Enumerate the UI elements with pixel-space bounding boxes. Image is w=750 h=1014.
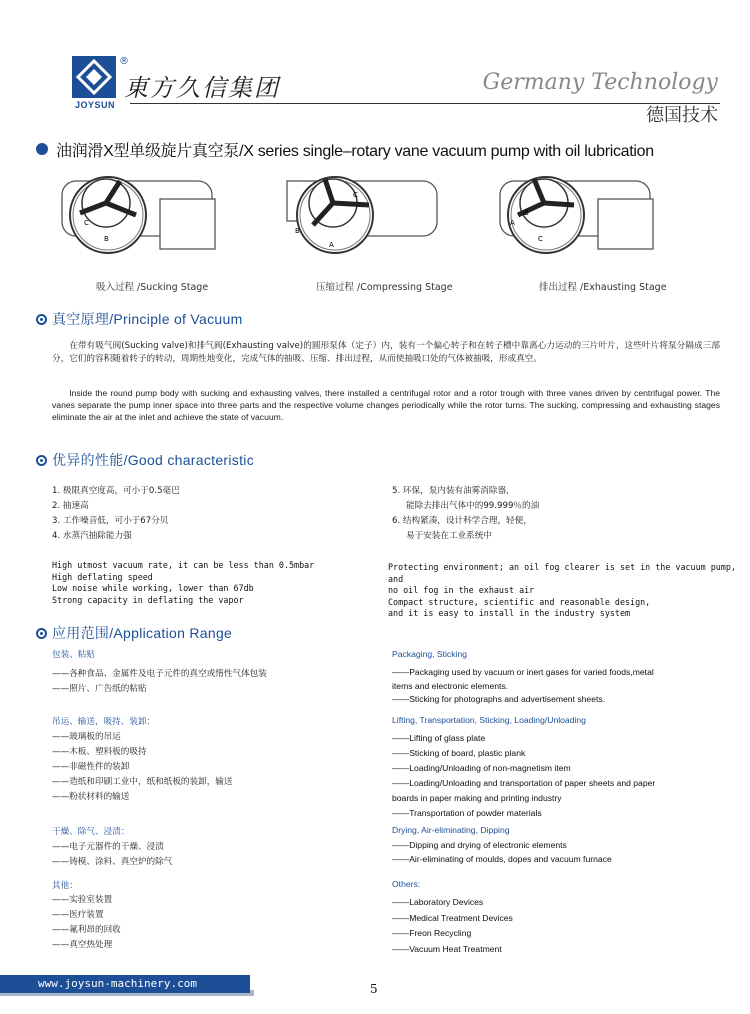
header-divider — [130, 103, 720, 104]
svg-text:B: B — [524, 209, 529, 217]
list-item: boards in paper making and printing industry — [392, 793, 562, 803]
list-item: ——Loading/Unloading and transportation of paper sheets and paper — [392, 778, 656, 788]
list-item: High utmost vacuum rate, it can be less than 0.5mbar — [52, 560, 315, 570]
list-item: 2. 抽速高 — [52, 501, 89, 511]
stage-label-sucking: 吸入过程 /Sucking Stage — [96, 282, 209, 293]
stage-label-exhausting: 排出过程 /Exhausting Stage — [539, 282, 667, 293]
app-group-title-cn: 其他： — [52, 881, 78, 891]
list-item: ——Laboratory Devices — [392, 897, 484, 907]
list-item: items and electronic elements. — [392, 680, 509, 691]
list-item: Low noise while working, lower than 67db — [52, 583, 254, 593]
list-item: 1. 极限真空度高，可小于0.5毫巴 — [52, 486, 180, 496]
section-heading-application: 应用范围/Application Range — [36, 623, 232, 643]
list-item: ——铸模、涂料、真空炉的除气 — [52, 857, 173, 867]
app-group-list-en — [392, 895, 722, 957]
joysun-logo-icon — [72, 56, 116, 98]
list-item: ——Transportation of powder materials — [392, 808, 542, 818]
app-group-list-en — [392, 666, 722, 707]
list-item: ——非磁性件的装卸 — [52, 762, 130, 772]
list-item: High deflating speed — [52, 571, 153, 582]
stage-compressing-diagram — [285, 175, 445, 270]
list-item: ——Packaging used by vacuum or inert gases for varied foods,metal — [392, 667, 654, 677]
list-item: ——Sticking for photographs and advertisement sheets. — [392, 694, 606, 704]
svg-text:C: C — [538, 235, 543, 243]
app-group-title-en: Others: — [392, 879, 421, 889]
svg-text:C: C — [84, 219, 89, 227]
app-group-list-cn — [52, 840, 172, 870]
list-item: ——Freon Recycling — [392, 928, 472, 938]
page-title: 油润滑X型单级旋片真空泵/X series single–rotary vane vacuum pump with oil lubrication — [56, 143, 654, 160]
list-item: ——实验室装置 — [52, 895, 113, 905]
list-item: no oil fog in the exhaust air — [388, 585, 535, 595]
app-group-title-cn: 干燥、除气、浸渍： — [52, 827, 130, 837]
registered-mark: ® — [119, 56, 129, 67]
list-item: ——氟利昂的回收 — [52, 925, 121, 935]
list-item: 6. 结构紧凑，设计科学合理，轻便， — [392, 516, 532, 526]
list-item: 5. 环保，泵内装有油雾消除器， — [392, 486, 515, 496]
characteristic-list-cn-right — [392, 484, 539, 544]
list-item: ——玻璃板的吊运 — [52, 732, 121, 742]
list-item: ——Dipping and drying of electronic elements — [392, 840, 567, 850]
principle-text-en: Inside the round pump body with sucking and exhausting valves, there installed a centrifugal rotor and a rotor trough with three vanes driven by centrifugal power. The vanes separate the pump inner space into three parts and the respective volume changes periodically while the rotor turns. The sucking, compressing and exhausting stages eliminate the air at the inlet and achieve the state of vacuum. — [52, 388, 720, 422]
stage-sucking-diagram — [60, 175, 220, 270]
logo-text: JOYSUN — [74, 100, 115, 110]
principle-text-cn: 在带有吸气阀(Sucking valve)和排气阀(Exhausting valve)的圆形泵体（定子）内，装有一个偏心转子和在转子槽中靠离心力运动的三片叶片，这些叶片将泵分隔成三部分，它们的容积随着转子的转动，周期性地变化，完成气体的抽吸、压缩、排出过程，从而使抽吸口处的气体被抽吸，形成真空。 — [52, 341, 720, 364]
section-heading-characteristic: 优异的性能/Good characteristic — [36, 450, 254, 470]
title-bullet-icon — [36, 143, 48, 155]
tagline-en: Germany Technology — [482, 70, 718, 95]
characteristic-list-en-right — [388, 562, 750, 620]
list-item: ——Lifting of glass plate — [392, 733, 486, 743]
section-heading-principle: 真空原理/Principle of Vacuum — [36, 309, 243, 329]
stage-label-compressing: 压缩过程 /Compressing Stage — [316, 282, 453, 293]
list-item: ——照片、广告纸的粘贴 — [52, 684, 147, 694]
svg-text:B: B — [295, 227, 300, 235]
website-link[interactable]: www.joysun-machinery.com — [38, 977, 197, 990]
list-item: ——木板、塑料板的吸持 — [52, 747, 147, 757]
characteristic-list-cn-left — [52, 484, 180, 544]
list-item: ——Vacuum Heat Treatment — [392, 943, 502, 954]
list-item: Strong capacity in deflating the vapor — [52, 594, 244, 605]
section-ring-icon — [36, 314, 47, 325]
app-group-title-en: Drying, Air-eliminating, Dipping — [392, 825, 510, 835]
app-group-list-en — [392, 731, 722, 821]
list-item: ——造纸和印刷工业中，纸和纸板的装卸，输送 — [52, 777, 233, 787]
list-item: ——Medical Treatment Devices — [392, 912, 513, 923]
svg-text:B: B — [104, 235, 109, 243]
list-item: ——医疗装置 — [52, 910, 104, 920]
tagline-cn: 德国技术 — [646, 105, 718, 126]
list-item: ——粉状材料的输送 — [52, 792, 130, 802]
list-item: ——Sticking of board, plastic plank — [392, 748, 526, 758]
characteristic-list-en-left — [52, 560, 314, 606]
list-item: 4. 水蒸汽抽除能力强 — [52, 531, 132, 541]
list-item: ——Air-eliminating of moulds, dopes and vacuum furnace — [392, 853, 612, 864]
app-group-title-en: Packaging, Sticking — [392, 649, 467, 659]
list-item: and it is easy to install in the industry system — [388, 608, 631, 618]
company-name-cn: 東方久信集团 — [124, 74, 280, 102]
svg-text:A: A — [510, 219, 515, 227]
list-item: Compact structure, scientific and reasonable design, — [388, 596, 651, 607]
app-group-list-cn — [52, 893, 121, 953]
list-item: ——电子元器件的干燥、浸渍 — [52, 842, 164, 852]
list-item: 能除去排出气体中的99.999％的油 — [406, 501, 540, 511]
app-group-list-cn — [52, 730, 232, 805]
list-item: 3. 工作噪音低，可小于67分贝 — [52, 516, 169, 526]
page-number: 5 — [370, 982, 378, 996]
svg-text:C: C — [353, 191, 358, 199]
list-item: ——真空热处理 — [52, 940, 113, 950]
list-item: Protecting environment; an oil fog clearer is set in the vacuum pump, and — [388, 562, 736, 584]
svg-text:A: A — [329, 241, 334, 249]
app-group-title-cn: 吊运、输送，吸持、装卸： — [52, 717, 156, 727]
section-ring-icon — [36, 455, 47, 466]
stage-exhausting-diagram — [498, 175, 658, 270]
app-group-title-cn: 包装、粘贴 — [52, 650, 95, 660]
list-item: 易于安装在工业系统中 — [406, 531, 492, 541]
app-group-title-en: Lifting, Transportation, Sticking, Loading/Unloading — [392, 715, 586, 725]
list-item: ——各种食品、金属件及电子元件的真空或惰性气体包装 — [52, 669, 267, 679]
section-ring-icon — [36, 628, 47, 639]
app-group-list-cn — [52, 667, 267, 697]
app-group-list-en — [392, 839, 722, 866]
list-item: ——Loading/Unloading of non-magnetism item — [392, 763, 571, 773]
